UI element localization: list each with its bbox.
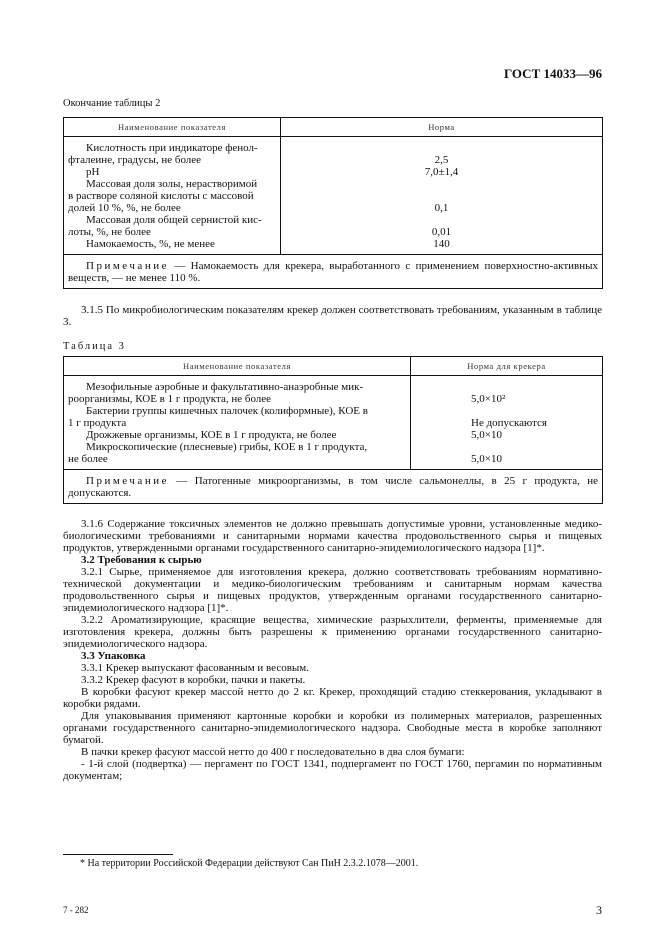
indicator-name: Бактерии группы кишечных палочек (колиформные), КОЕ в [86,405,368,417]
table-3 [63,356,603,504]
col-header: Наименование показателя [64,357,411,376]
table-note [64,255,603,289]
indicator-name: Кислотность при индикаторе фенол- [86,142,258,154]
paragraph-3-3-1: 3.3.1 Крекер выпускают фасованным и весовым. [81,662,310,674]
indicator-name: Массовая доля золы, нерастворимой [86,178,258,190]
table2-caption: Окончание таблицы 2 [63,98,161,109]
paragraph-3-2-1: 3.2.1 Сырье, применяемое для изготовления крекера, должно соответствовать требованиям нормативно-технической документации и медико-биологическим требованиям и санитарным нормам качества продовольственного сырья и пищевых продуктов, утвержденным органами государственного санитарно-эпидемиологического надзора [1]*. [63,566,602,614]
spacer [471,381,598,393]
value-cell [411,376,603,470]
note-label: Примечание [86,260,169,272]
table-2 [63,117,603,289]
indicator-value: Не допускаются [471,417,547,429]
indicator-name: в растворе соляной кислоты с массовой [68,190,254,202]
footnote: * На территории Российской Федерации действуют Сан ПиН 2.3.2.1078—2001. [80,858,419,869]
section-body [63,518,602,782]
indicator-name: pH [86,166,100,178]
paragraph: Для упаковывания применяют картонные коробки и коробки из полимерных материалов, разрешенных органами государственного санитарно-эпидемиологического надзора. Свободные места в коробке заполняют бумагой. [63,710,602,746]
indicator-value: 2,5 [434,154,449,166]
indicator-name: фталеине, градусы, не более [68,154,202,166]
value-cell [281,137,603,255]
spacer [471,405,598,417]
paragraph-3-3-2: 3.3.2 Крекер фасуют в коробки, пачки и пакеты. [81,674,306,686]
footnote-divider [63,854,173,855]
heading-3-2: 3.2 Требования к сырью [81,554,202,566]
paragraph: В пачки крекер фасуют массой нетто до 400 г последовательно в два слоя бумаги: [81,746,465,758]
indicator-value: 0,1 [434,202,449,214]
col-header: Норма для крекера [411,357,603,376]
paragraph-3-1-5 [63,304,602,328]
paragraph: - 1-й слой (подвертка) — пергамент по ГОСТ 1341, подпергамент по ГОСТ 1760, пергамин по нормативным документам; [63,758,602,782]
note-text: — Патогенные микроорганизмы, в том числе сальмонеллы, в 25 г продукта, не допускаются. [68,475,598,499]
heading-3-3: 3.3 Упаковка [81,650,146,662]
note-text: — Намокаемость для крекера, выработанного с применением поверхностно-активных веществ, — не менее 110 %. [68,260,598,284]
indicator-value: 7,0±1,4 [424,166,459,178]
spacer [285,142,598,154]
note-label: Примечание [86,475,169,487]
indicator-name: Намокаемость, %, не менее [86,238,215,250]
spacer [285,214,598,226]
indicator-name: Дрожжевые организмы, КОЕ в 1 г продукта, не более [86,429,337,441]
print-code: 7 - 282 [63,905,89,915]
indicator-name: Массовая доля общей сернистой кис- [86,214,262,226]
indicator-name: лоты, %, не более [68,226,151,238]
indicator-value: 0,01 [431,226,452,238]
paragraph-3-2-2: 3.2.2 Ароматизирующие, красящие вещества, химические разрыхлители, ферменты, применяемые для изготовления крекера, должны быть разрешены к применению органами государственного санитарно-эпидемиологического надзора. [63,614,602,650]
paragraph: В коробки фасуют крекер массой нетто до 2 кг. Крекер, проходящий стадию стеккерования, укладывают в коробки рядами. [63,686,602,710]
text: 3.1.5 По микробиологическим показателям крекер должен соответствовать требованиям, указанным в таблице 3. [63,304,602,328]
indicator-name: роорганизмы, КОЕ в 1 г продукта, не более [68,393,272,405]
table3-caption: Таблица 3 [63,341,126,352]
spacer [285,190,598,202]
paragraph-3-1-6: 3.1.6 Содержание токсичных элементов не должно превышать допустимые уровни, установленные медико-биологическими требованиями и санитарными нормами качества продовольственного сырья и пищевых продуктов, утвержденными органами государственного санитарно-эпидемиологического надзора [1]*. [63,518,602,554]
indicator-cell [64,137,281,255]
indicator-name: долей 10 %, %, не более [68,202,181,214]
page-number: 3 [596,903,602,917]
indicator-name: 1 г продукта [68,417,127,429]
indicator-value: 5,0×10 [471,453,502,465]
spacer [285,178,598,190]
indicator-name: не более [68,453,108,465]
indicator-value: 5,0×10² [471,393,506,405]
col-header: Норма [281,118,603,137]
spacer [471,441,598,453]
table-note [64,470,603,504]
indicator-value: 140 [433,238,450,250]
indicator-value: 5,0×10 [471,429,502,441]
indicator-name: Микроскопические (плесневые) грибы, КОЕ в 1 г продукта, [86,441,368,453]
indicator-name: Мезофильные аэробные и факультативно-анаэробные мик- [86,381,364,393]
document-header: ГОСТ 14033—96 [503,66,602,81]
indicator-cell [64,376,411,470]
col-header: Наименование показателя [64,118,281,137]
